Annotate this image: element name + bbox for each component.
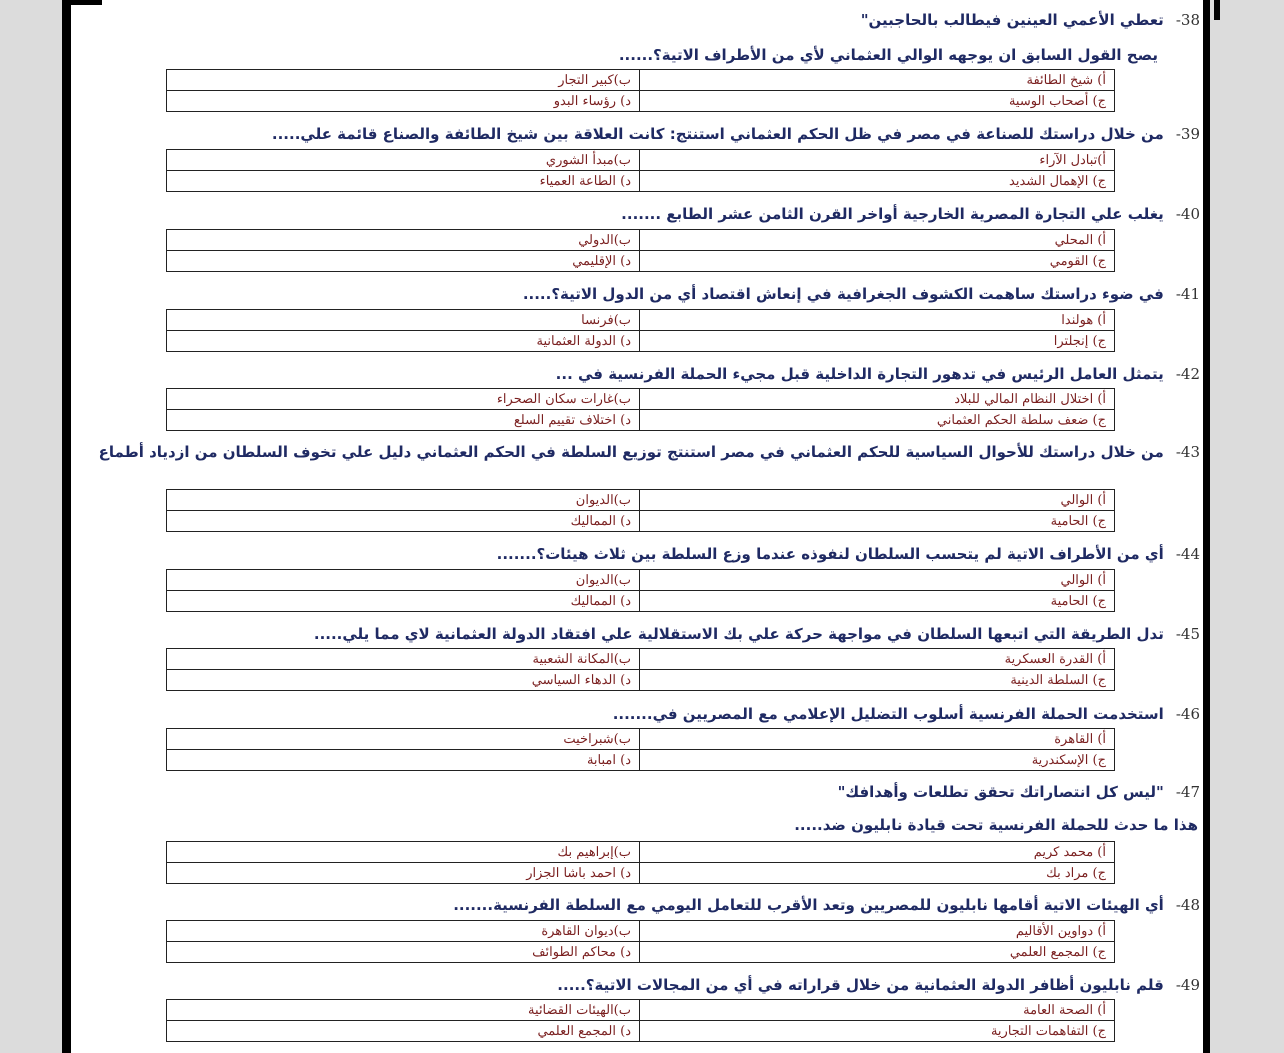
option-d[interactable]: د) امبابة <box>167 750 640 771</box>
option-b[interactable]: ب)الديوان <box>167 570 640 591</box>
option-c[interactable]: ج) الإهمال الشديد <box>640 171 1115 192</box>
option-d[interactable]: د) المجمع العلمي <box>167 1021 640 1042</box>
option-b[interactable]: ب)كبير التجار <box>167 70 640 91</box>
question-38-stem-continued: يصح القول السابق ان يوجهه الوالي العثماني لأي من الأطراف الاتية؟...... <box>618 46 1158 64</box>
option-a[interactable]: أ) الوالي <box>640 490 1115 511</box>
option-a[interactable]: أ) القاهرة <box>640 729 1115 750</box>
question-47-options <box>166 841 1115 884</box>
question-38-stem: 38-تعطي الأعمي العينين فيطالب بالحاجبين" <box>860 11 1200 29</box>
option-b[interactable]: ب)الهيئات القضائية <box>167 1000 640 1021</box>
option-a[interactable]: أ) المحلي <box>640 230 1115 251</box>
option-d[interactable]: د) المماليك <box>167 591 640 612</box>
option-c[interactable]: ج) أصحاب الوسية <box>640 91 1115 112</box>
question-42-stem: 42-يتمثل العامل الرئيس في تدهور التجارة الداخلية قبل مجيء الحملة الفرنسية في ... <box>555 365 1200 383</box>
option-b[interactable]: ب)الديوان <box>167 490 640 511</box>
question-44-stem: 44-أي من الأطراف الاتية لم يتحسب السلطان لنفوذه عندما وزع السلطة بين ثلاث هيئات؟....... <box>496 545 1200 563</box>
question-45-stem: 45-تدل الطريقة التي اتبعها السلطان في مواجهة حركة علي بك الاستقلالية علي افتقاد الدولة العثمانية لاي مما يلي..... <box>313 625 1200 643</box>
option-b[interactable]: ب)الدولي <box>167 230 640 251</box>
question-38-options <box>166 69 1115 112</box>
option-d[interactable]: د) محاكم الطوائف <box>167 942 640 963</box>
option-d[interactable]: د) الدولة العثمانية <box>167 331 640 352</box>
option-d[interactable]: د) احمد باشا الجزار <box>167 863 640 884</box>
option-c[interactable]: ج) السلطة الدينية <box>640 670 1115 691</box>
question-46-stem: 46-استخدمت الحملة الفرنسية أسلوب التضليل الإعلامي مع المصريين في....... <box>612 705 1200 723</box>
option-c[interactable]: ج) مراد بك <box>640 863 1115 884</box>
option-b[interactable]: ب)غارات سكان الصحراء <box>167 389 640 410</box>
question-42-options <box>166 388 1115 431</box>
question-48-options <box>166 920 1115 963</box>
option-d[interactable]: د) المماليك <box>167 511 640 532</box>
page-corner-mark <box>62 0 102 19</box>
option-d[interactable]: د) رؤساء البدو <box>167 91 640 112</box>
question-43-options <box>166 489 1115 532</box>
question-41-stem: 41-في ضوء دراستك ساهمت الكشوف الجغرافية في إنعاش اقتصاد أي من الدول الاتية؟..... <box>522 285 1200 303</box>
option-a[interactable]: أ) محمد كريم <box>640 842 1115 863</box>
question-40-stem: 40-يغلب علي التجارة المصرية الخارجية أواخر القرن الثامن عشر الطابع ....... <box>621 205 1200 223</box>
option-a[interactable]: أ)تبادل الآراء <box>640 150 1115 171</box>
option-a[interactable]: أ) دواوين الأقاليم <box>640 921 1115 942</box>
question-46-options <box>166 728 1115 771</box>
option-c[interactable]: ج) القومي <box>640 251 1115 272</box>
option-c[interactable]: ج) الحامية <box>640 591 1115 612</box>
question-39-stem: 39-من خلال دراستك للصناعة في مصر في ظل الحكم العثماني استنتج: كانت العلاقة بين شيخ الطائفة والصناع قائمة علي..... <box>271 125 1200 143</box>
option-d[interactable]: د) الطاعة العمياء <box>167 171 640 192</box>
question-44-options <box>166 569 1115 612</box>
question-43-stem: 43-من خلال دراستك للأحوال السياسية للحكم العثماني في مصر استنتج توزيع السلطة في الحكم العثماني دليل علي تخوف السلطان من ازدياد أطماع <box>98 443 1200 461</box>
question-47-stem-continued: هذا ما حدث للحملة الفرنسية تحت قيادة نابليون ضد..... <box>794 816 1198 834</box>
option-a[interactable]: أ) هولندا <box>640 310 1115 331</box>
option-a[interactable]: أ) شيخ الطائفة <box>640 70 1115 91</box>
question-49-stem: 49-قلم نابليون أظافر الدولة العثمانية من خلال قراراته في أي من المجالات الاتية؟..... <box>557 976 1200 994</box>
option-d[interactable]: د) اختلاف تقييم السلع <box>167 410 640 431</box>
option-b[interactable]: ب)شبراخيت <box>167 729 640 750</box>
option-b[interactable]: ب)إبراهيم بك <box>167 842 640 863</box>
page-edge-mark <box>1214 0 1220 20</box>
option-b[interactable]: ب)المكانة الشعبية <box>167 649 640 670</box>
option-b[interactable]: ب)ديوان القاهرة <box>167 921 640 942</box>
option-d[interactable]: د) الإقليمي <box>167 251 640 272</box>
option-a[interactable]: أ) اختلال النظام المالي للبلاد <box>640 389 1115 410</box>
option-c[interactable]: ج) إنجلترا <box>640 331 1115 352</box>
question-41-options <box>166 309 1115 352</box>
option-d[interactable]: د) الدهاء السياسي <box>167 670 640 691</box>
question-48-stem: 48-أي الهيئات الاتية أقامها نابليون للمصريين وتعد الأقرب للتعامل اليومي مع السلطة الفرنسية....... <box>453 896 1200 914</box>
question-40-options <box>166 229 1115 272</box>
question-45-options <box>166 648 1115 691</box>
option-a[interactable]: أ) القدرة العسكرية <box>640 649 1115 670</box>
option-c[interactable]: ج) المجمع العلمي <box>640 942 1115 963</box>
question-47-stem: 47-"ليس كل انتصاراتك تحقق تطلعات وأهدافك" <box>837 783 1200 801</box>
option-a[interactable]: أ) الوالي <box>640 570 1115 591</box>
question-49-options <box>166 999 1115 1042</box>
option-a[interactable]: أ) الصحة العامة <box>640 1000 1115 1021</box>
option-b[interactable]: ب)فرنسا <box>167 310 640 331</box>
option-c[interactable]: ج) الحامية <box>640 511 1115 532</box>
question-39-options <box>166 149 1115 192</box>
option-b[interactable]: ب)مبدأ الشوري <box>167 150 640 171</box>
option-c[interactable]: ج) الإسكندرية <box>640 750 1115 771</box>
option-c[interactable]: ج) التفاهمات التجارية <box>640 1021 1115 1042</box>
option-c[interactable]: ج) ضعف سلطة الحكم العثماني <box>640 410 1115 431</box>
